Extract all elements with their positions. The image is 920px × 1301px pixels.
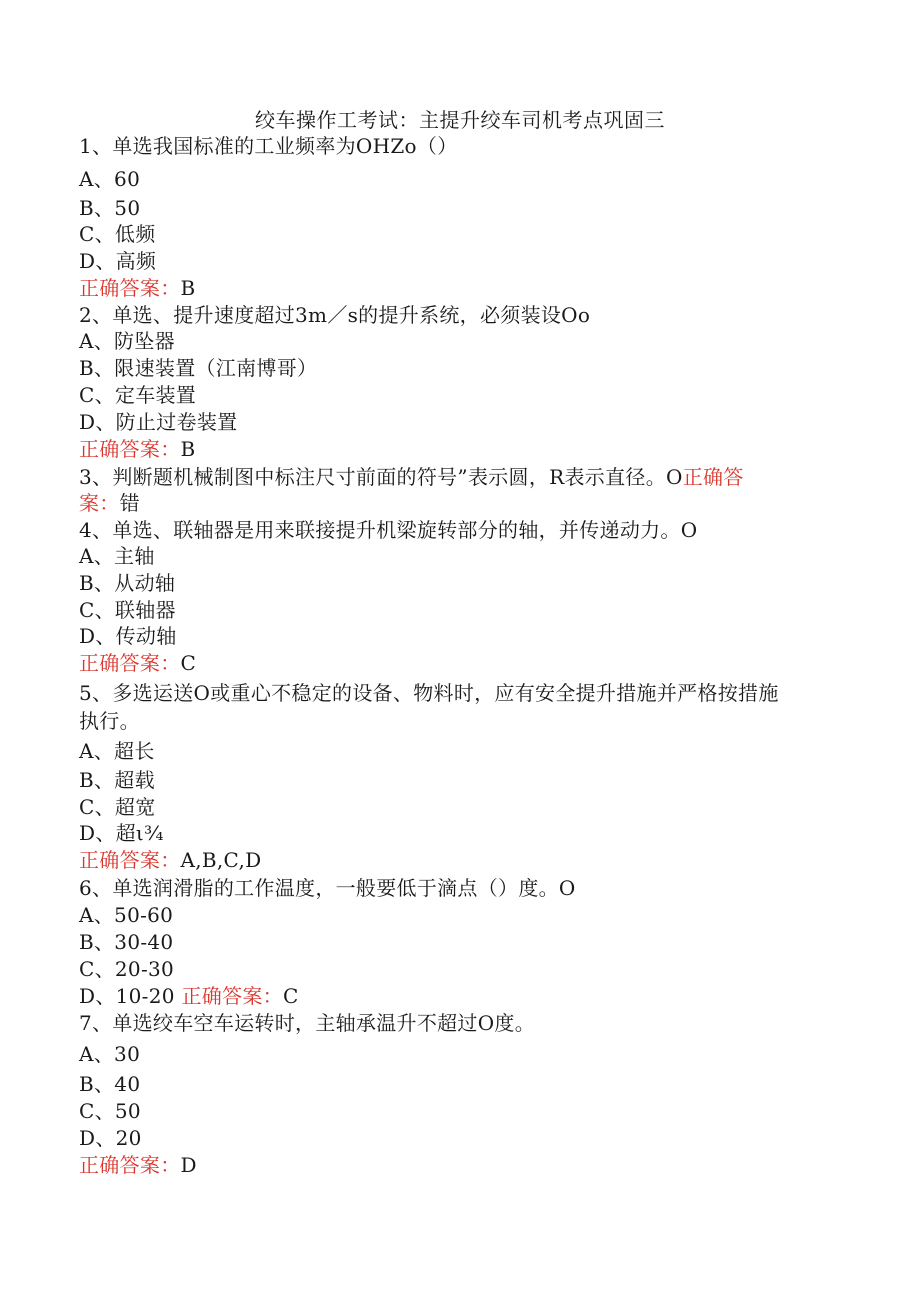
answer-label: 正确答案： bbox=[181, 984, 283, 1008]
question-6-option-a: A、50-60 bbox=[79, 903, 174, 927]
question-2-answer bbox=[79, 436, 196, 463]
question-6-option-d-with-answer bbox=[79, 983, 299, 1010]
question-5-option-b: B、超载 bbox=[79, 768, 155, 792]
question-5-stem-line1: 5、多选运送O或重心不稳定的设备、物料时，应有安全提升措施并严格按措施 bbox=[79, 681, 779, 705]
question-7-option-d: D、20 bbox=[79, 1126, 142, 1150]
question-4-option-a: A、主轴 bbox=[79, 544, 155, 568]
question-2-option-d: D、防止过卷装置 bbox=[79, 410, 238, 434]
answer-label: 正确答案： bbox=[79, 437, 181, 461]
page-title: 绞车操作工考试：主提升绞车司机考点巩固三 bbox=[255, 108, 665, 132]
question-5-option-a: A、超长 bbox=[79, 739, 155, 763]
question-7-stem: 7、单选绞车空车运转时，主轴承温升不超过O度。 bbox=[79, 1011, 536, 1035]
question-4-answer bbox=[79, 650, 196, 677]
answer-label: 正确答案： bbox=[79, 848, 181, 872]
question-5-option-c: C、超宽 bbox=[79, 795, 156, 819]
question-2-option-c: C、定车装置 bbox=[79, 383, 197, 407]
question-3-text: 3、判断题机械制图中标注尺寸前面的符号”表示圆，R表示直径。O bbox=[79, 465, 683, 489]
answer-label: 正确答案： bbox=[79, 1153, 181, 1177]
question-1-option-d: D、高频 bbox=[79, 249, 157, 273]
question-2-option-b: B、限速装置（江南博哥） bbox=[79, 356, 318, 380]
answer-value: C bbox=[282, 984, 299, 1008]
question-6-stem: 6、单选润滑脂的工作温度，一般要低于滴点（）度。O bbox=[79, 876, 576, 900]
question-7-option-c: C、50 bbox=[79, 1099, 141, 1123]
answer-label-part2: 案： bbox=[79, 491, 120, 515]
answer-value: C bbox=[180, 651, 197, 675]
answer-label-part1: 正确答 bbox=[682, 465, 744, 489]
question-2-stem: 2、单选、提升速度超过3m／s的提升系统，必须装设Oo bbox=[79, 303, 591, 327]
question-1-option-b: B、50 bbox=[79, 196, 141, 220]
question-1-option-a: A、60 bbox=[79, 167, 141, 191]
answer-value: B bbox=[180, 276, 196, 300]
question-1-answer bbox=[79, 275, 196, 302]
answer-value: D bbox=[180, 1153, 197, 1177]
question-7-option-b: B、40 bbox=[79, 1072, 141, 1096]
question-1-option-c: C、低频 bbox=[79, 222, 156, 246]
question-6-option-d: D、10-20 bbox=[79, 984, 175, 1008]
question-4-option-c: C、联轴器 bbox=[79, 598, 176, 622]
question-3-stem bbox=[79, 464, 744, 491]
question-2-option-a: A、防坠器 bbox=[79, 329, 175, 353]
question-5-stem-line2: 执行。 bbox=[79, 709, 140, 733]
question-6-option-b: B、30-40 bbox=[79, 930, 174, 954]
question-4-option-b: B、从动轴 bbox=[79, 571, 176, 595]
answer-label: 正确答案： bbox=[79, 276, 181, 300]
answer-value: A,B,C,D bbox=[180, 848, 262, 872]
question-5-answer bbox=[79, 847, 261, 874]
question-4-stem: 4、单选、联轴器是用来联接提升机梁旋转部分的轴，并传递动力。O bbox=[79, 518, 698, 542]
answer-value: B bbox=[180, 437, 196, 461]
question-1-stem: 1、单选我国标准的工业频率为OHZo（） bbox=[79, 134, 458, 158]
answer-label: 正确答案： bbox=[79, 651, 181, 675]
question-7-option-a: A、30 bbox=[79, 1042, 141, 1066]
question-4-option-d: D、传动轴 bbox=[79, 624, 177, 648]
question-6-option-c: C、20-30 bbox=[79, 957, 175, 981]
question-5-option-d: D、超ι¾ bbox=[79, 821, 164, 845]
answer-value: 错 bbox=[119, 491, 140, 515]
question-3-answer bbox=[79, 490, 140, 517]
question-7-answer bbox=[79, 1152, 197, 1179]
